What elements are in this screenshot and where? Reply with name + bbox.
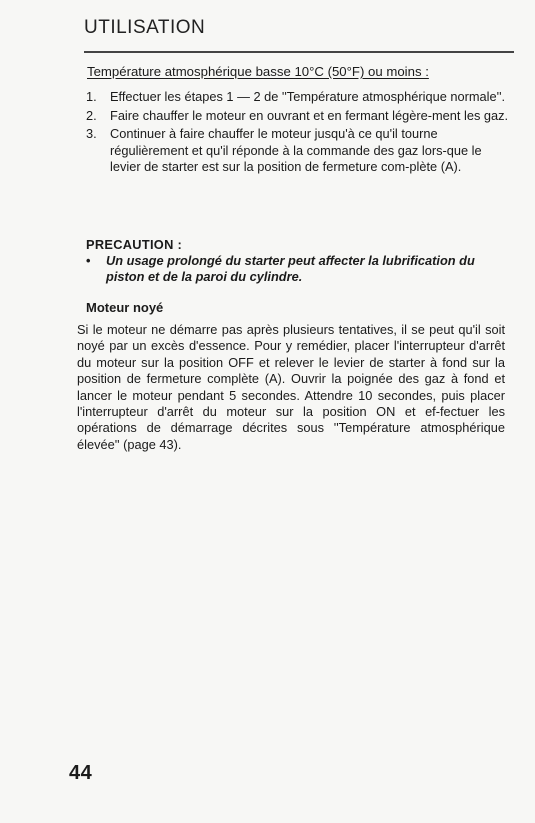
step-item — [86, 108, 511, 125]
low-temperature-heading: Température atmosphérique basse 10°C (50°F) ou moins : — [87, 64, 429, 79]
bullet-icon: • — [86, 253, 91, 268]
step-text: Continuer à faire chauffer le moteur jusqu'à ce qu'il tourne régulièrement et qu'il réponde à la commande des gaz lors-que le levier de starter est sur la position de fermeture com-plète (A). — [110, 126, 482, 174]
step-number: 1. — [86, 89, 97, 104]
caution-title: PRECAUTION : — [86, 237, 183, 252]
caution-item — [86, 253, 511, 285]
flooded-engine-heading: Moteur noyé — [86, 300, 164, 315]
step-text: Effectuer les étapes 1 — 2 de ''Température atmosphérique normale''. — [110, 89, 506, 104]
title-divider — [84, 51, 514, 53]
caution-text: Un usage prolongé du starter peut affecter la lubrification du piston et de la paroi du cylindre. — [106, 253, 475, 284]
step-text: Faire chauffer le moteur en ouvrant et en fermant légère-ment les gaz. — [110, 107, 509, 123]
section-title: UTILISATION — [84, 17, 206, 38]
step-item — [86, 126, 511, 176]
step-number: 3. — [86, 126, 97, 141]
flooded-engine-paragraph: Si le moteur ne démarre pas après plusieurs tentatives, il se peut qu'il soit noyé par un excès d'essence. Pour y remédier, placer l'interrupteur d'arrêt du moteur sur la position OFF et relever le levier de starter à fond sur la position de fermeture complète (A). Ouvrir la poignée des gaz à fond et lancer le moteur pendant 5 secondes. Attendre 10 secondes, puis placer l'interrupteur d'arrêt du moteur sur la position ON et ef-fectuer les opérations de démarrage décrites sous ''Température atmosphérique élevée'' (page 43). — [77, 322, 505, 452]
page-number: 44 — [69, 762, 93, 784]
steps-list — [86, 89, 511, 178]
step-item — [86, 89, 511, 106]
step-number: 2. — [86, 107, 97, 123]
